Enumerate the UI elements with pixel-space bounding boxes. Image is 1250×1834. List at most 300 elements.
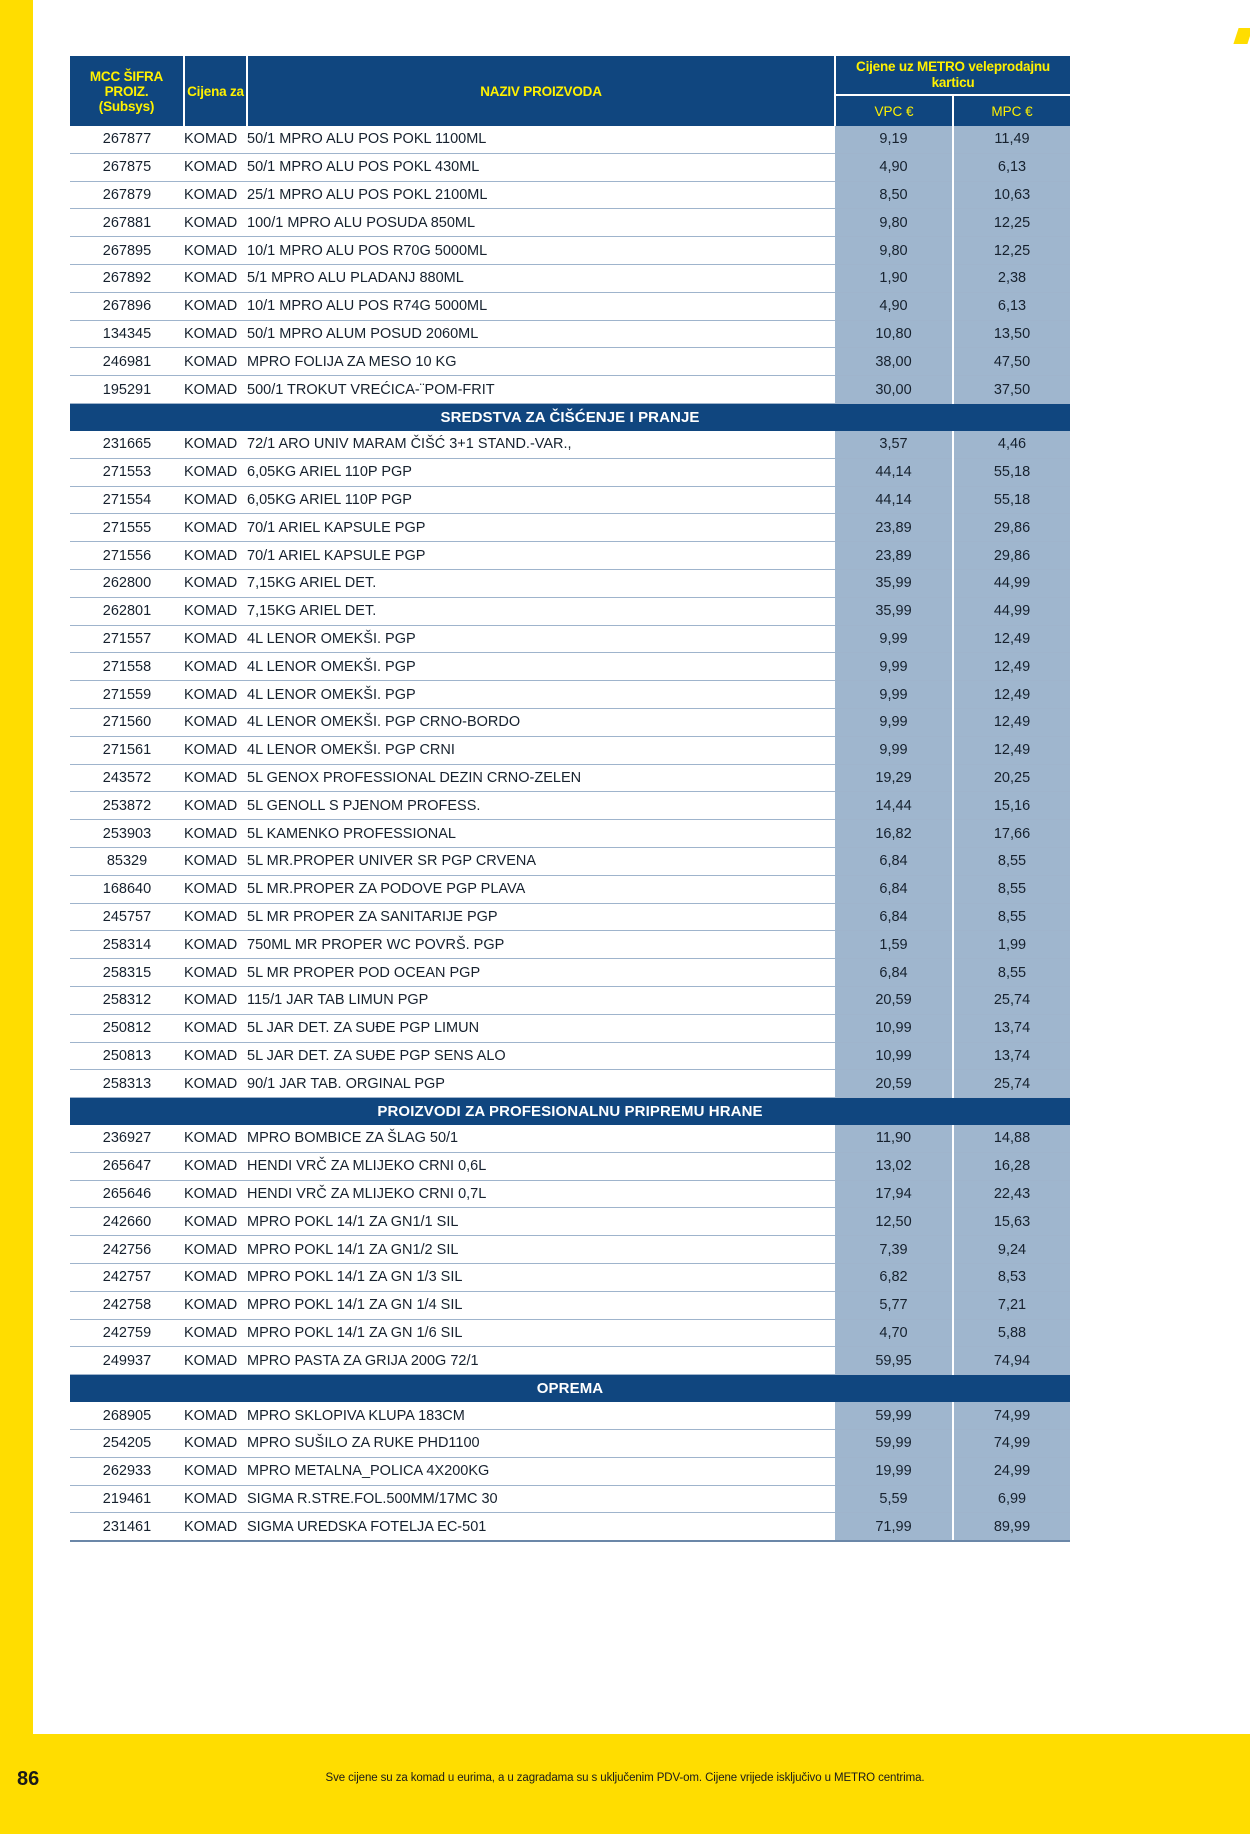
- table-row: [70, 181, 1070, 209]
- cell-vpc-price: 20,59: [835, 986, 953, 1014]
- cell-mpc-price: 9,24: [953, 1236, 1070, 1264]
- cell-product-name: 5/1 MPRO ALU PLADANJ 880ML: [247, 264, 835, 292]
- cell-product-code: 85329: [70, 847, 184, 875]
- cell-vpc-price: 44,14: [835, 458, 953, 486]
- cell-mpc-price: 29,86: [953, 542, 1070, 570]
- cell-price-unit: KOMAD: [184, 625, 247, 653]
- cell-product-code: 253903: [70, 820, 184, 848]
- cell-vpc-price: 6,82: [835, 1264, 953, 1292]
- cell-mpc-price: 8,55: [953, 959, 1070, 987]
- cell-product-code: 242759: [70, 1319, 184, 1347]
- cell-product-name: MPRO POKL 14/1 ZA GN1/1 SIL: [247, 1208, 835, 1236]
- cell-mpc-price: 47,50: [953, 348, 1070, 376]
- table-row: [70, 569, 1070, 597]
- table-row: [70, 847, 1070, 875]
- cell-vpc-price: 14,44: [835, 792, 953, 820]
- cell-vpc-price: 8,50: [835, 181, 953, 209]
- cell-product-name: 5L GENOX PROFESSIONAL DEZIN CRNO-ZELEN: [247, 764, 835, 792]
- cell-vpc-price: 4,90: [835, 153, 953, 181]
- table-row: [70, 903, 1070, 931]
- cell-product-code: 267877: [70, 126, 184, 153]
- table-row: [70, 986, 1070, 1014]
- table-row: [70, 1070, 1070, 1098]
- cell-vpc-price: 9,99: [835, 736, 953, 764]
- cell-vpc-price: 6,84: [835, 847, 953, 875]
- cell-mpc-price: 12,49: [953, 708, 1070, 736]
- cell-product-name: 4L LENOR OMEKŠI. PGP: [247, 653, 835, 681]
- cell-vpc-price: 9,99: [835, 708, 953, 736]
- cell-vpc-price: 20,59: [835, 1070, 953, 1098]
- table-row: [70, 264, 1070, 292]
- cell-vpc-price: 19,29: [835, 764, 953, 792]
- section-header-title: PROIZVODI ZA PROFESIONALNU PRIPREMU HRANE: [70, 1098, 1070, 1126]
- cell-product-code: 267879: [70, 181, 184, 209]
- section-header-title: OPREMA: [70, 1375, 1070, 1403]
- column-header-product-code-line1: MCC ŠIFRA PROIZ.: [89, 68, 164, 99]
- cell-product-name: 750ML MR PROPER WC POVRŠ. PGP: [247, 931, 835, 959]
- cell-product-name: 25/1 MPRO ALU POS POKL 2100ML: [247, 181, 835, 209]
- cell-mpc-price: 11,49: [953, 126, 1070, 153]
- cell-vpc-price: 6,84: [835, 903, 953, 931]
- cell-price-unit: KOMAD: [184, 792, 247, 820]
- cell-product-name: HENDI VRČ ZA MLIJEKO CRNI 0,6L: [247, 1152, 835, 1180]
- cell-mpc-price: 13,74: [953, 1042, 1070, 1070]
- column-header-vpc: VPC €: [835, 95, 953, 126]
- cell-product-name: 50/1 MPRO ALU POS POKL 430ML: [247, 153, 835, 181]
- cell-mpc-price: 12,49: [953, 681, 1070, 709]
- cell-vpc-price: 59,99: [835, 1402, 953, 1429]
- cell-mpc-price: 17,66: [953, 820, 1070, 848]
- cell-price-unit: KOMAD: [184, 153, 247, 181]
- cell-product-code: 271557: [70, 625, 184, 653]
- cell-price-unit: KOMAD: [184, 681, 247, 709]
- table-row: [70, 209, 1070, 237]
- cell-product-code: 262933: [70, 1457, 184, 1485]
- cell-product-name: 10/1 MPRO ALU POS R74G 5000ML: [247, 292, 835, 320]
- cell-price-unit: KOMAD: [184, 653, 247, 681]
- table-header-row-top: [70, 56, 1070, 95]
- cell-vpc-price: 13,02: [835, 1152, 953, 1180]
- cell-price-unit: KOMAD: [184, 1319, 247, 1347]
- cell-product-code: 134345: [70, 320, 184, 348]
- cell-vpc-price: 6,84: [835, 959, 953, 987]
- cell-vpc-price: 9,80: [835, 209, 953, 237]
- table-row: [70, 1485, 1070, 1513]
- cell-product-name: 4L LENOR OMEKŠI. PGP: [247, 681, 835, 709]
- cell-product-code: 262800: [70, 569, 184, 597]
- table-row: [70, 1430, 1070, 1458]
- table-row: [70, 1042, 1070, 1070]
- cell-mpc-price: 12,49: [953, 653, 1070, 681]
- cell-product-code: 254205: [70, 1430, 184, 1458]
- cell-product-code: 262801: [70, 597, 184, 625]
- cell-price-unit: KOMAD: [184, 1457, 247, 1485]
- cell-mpc-price: 74,99: [953, 1430, 1070, 1458]
- table-row: [70, 597, 1070, 625]
- cell-product-name: 5L KAMENKO PROFESSIONAL: [247, 820, 835, 848]
- column-header-product-code-line2: (Subsys): [98, 98, 155, 114]
- table-head: [70, 56, 1070, 126]
- cell-product-name: 5L JAR DET. ZA SUĐE PGP LIMUN: [247, 1014, 835, 1042]
- cell-product-code: 168640: [70, 875, 184, 903]
- catalog-page-sheet: [33, 0, 1250, 1734]
- cell-product-name: 5L JAR DET. ZA SUĐE PGP SENS ALO: [247, 1042, 835, 1070]
- cell-product-name: MPRO POKL 14/1 ZA GN1/2 SIL: [247, 1236, 835, 1264]
- cell-mpc-price: 15,63: [953, 1208, 1070, 1236]
- table-row: [70, 1208, 1070, 1236]
- cell-mpc-price: 12,49: [953, 625, 1070, 653]
- cell-product-name: 70/1 ARIEL KAPSULE PGP: [247, 542, 835, 570]
- cell-product-name: 500/1 TROKUT VREĆICA-¨POM-FRIT: [247, 376, 835, 404]
- cell-price-unit: KOMAD: [184, 1125, 247, 1152]
- cell-product-name: SIGMA R.STRE.FOL.500MM/17MC 30: [247, 1485, 835, 1513]
- cell-product-name: MPRO FOLIJA ZA MESO 10 KG: [247, 348, 835, 376]
- cell-vpc-price: 71,99: [835, 1513, 953, 1541]
- footer-disclaimer: Sve cijene su za komad u eurima, a u zagradama su s uključenim PDV-om. Cijene vrijede isključivo u METRO centrima.: [325, 1772, 925, 1784]
- cell-vpc-price: 4,90: [835, 292, 953, 320]
- cell-vpc-price: 9,99: [835, 653, 953, 681]
- cell-product-code: 245757: [70, 903, 184, 931]
- cell-mpc-price: 44,99: [953, 597, 1070, 625]
- cell-product-code: 268905: [70, 1402, 184, 1429]
- cell-price-unit: KOMAD: [184, 486, 247, 514]
- cell-mpc-price: 8,55: [953, 903, 1070, 931]
- cell-mpc-price: 15,16: [953, 792, 1070, 820]
- cell-vpc-price: 6,84: [835, 875, 953, 903]
- cell-product-code: 265647: [70, 1152, 184, 1180]
- cell-vpc-price: 10,99: [835, 1042, 953, 1070]
- cell-price-unit: KOMAD: [184, 597, 247, 625]
- cell-price-unit: KOMAD: [184, 1402, 247, 1429]
- product-price-table: [70, 56, 1070, 1542]
- cell-price-unit: KOMAD: [184, 542, 247, 570]
- cell-price-unit: KOMAD: [184, 1513, 247, 1541]
- cell-price-unit: KOMAD: [184, 903, 247, 931]
- table-row: [70, 959, 1070, 987]
- table-row: [70, 681, 1070, 709]
- cell-product-code: 271556: [70, 542, 184, 570]
- cell-product-name: 5L MR.PROPER UNIVER SR PGP CRVENA: [247, 847, 835, 875]
- cell-price-unit: KOMAD: [184, 292, 247, 320]
- cell-product-code: 271553: [70, 458, 184, 486]
- cell-mpc-price: 6,99: [953, 1485, 1070, 1513]
- column-header-mpc: MPC €: [953, 95, 1070, 126]
- cell-product-name: MPRO METALNA_POLICA 4X200KG: [247, 1457, 835, 1485]
- cell-vpc-price: 9,99: [835, 625, 953, 653]
- cell-product-code: 267895: [70, 237, 184, 265]
- section-header-row: [70, 1098, 1070, 1126]
- cell-product-code: 271561: [70, 736, 184, 764]
- section-header-row: [70, 403, 1070, 431]
- page-footer: [0, 1734, 1250, 1834]
- cell-price-unit: KOMAD: [184, 1485, 247, 1513]
- cell-product-name: 115/1 JAR TAB LIMUN PGP: [247, 986, 835, 1014]
- cell-price-unit: KOMAD: [184, 959, 247, 987]
- table-row: [70, 292, 1070, 320]
- cell-price-unit: KOMAD: [184, 264, 247, 292]
- table-row: [70, 126, 1070, 153]
- column-header-product-code: [70, 56, 184, 126]
- cell-price-unit: KOMAD: [184, 1291, 247, 1319]
- cell-price-unit: KOMAD: [184, 126, 247, 153]
- table-row: [70, 431, 1070, 458]
- cell-product-name: 5L MR.PROPER ZA PODOVE PGP PLAVA: [247, 875, 835, 903]
- cell-vpc-price: 12,50: [835, 1208, 953, 1236]
- cell-mpc-price: 20,25: [953, 764, 1070, 792]
- cell-price-unit: KOMAD: [184, 181, 247, 209]
- cell-price-unit: KOMAD: [184, 1042, 247, 1070]
- table-row: [70, 458, 1070, 486]
- table-row: [70, 708, 1070, 736]
- cell-mpc-price: 8,55: [953, 847, 1070, 875]
- cell-product-name: MPRO PASTA ZA GRIJA 200G 72/1: [247, 1347, 835, 1375]
- cell-product-name: HENDI VRČ ZA MLIJEKO CRNI 0,7L: [247, 1180, 835, 1208]
- cell-product-name: 4L LENOR OMEKŠI. PGP CRNI: [247, 736, 835, 764]
- cell-price-unit: KOMAD: [184, 736, 247, 764]
- table-row: [70, 875, 1070, 903]
- cell-product-name: MPRO SKLOPIVA KLUPA 183CM: [247, 1402, 835, 1429]
- cell-vpc-price: 59,99: [835, 1430, 953, 1458]
- cell-vpc-price: 5,59: [835, 1485, 953, 1513]
- cell-vpc-price: 11,90: [835, 1125, 953, 1152]
- cell-vpc-price: 17,94: [835, 1180, 953, 1208]
- cell-mpc-price: 24,99: [953, 1457, 1070, 1485]
- cell-mpc-price: 10,63: [953, 181, 1070, 209]
- cell-product-name: MPRO BOMBICE ZA ŠLAG 50/1: [247, 1125, 835, 1152]
- table-row: [70, 625, 1070, 653]
- cell-vpc-price: 9,80: [835, 237, 953, 265]
- cell-price-unit: KOMAD: [184, 1208, 247, 1236]
- table-row: [70, 1402, 1070, 1429]
- cell-price-unit: KOMAD: [184, 1430, 247, 1458]
- cell-product-name: 10/1 MPRO ALU POS R70G 5000ML: [247, 237, 835, 265]
- cell-mpc-price: 5,88: [953, 1319, 1070, 1347]
- table-row: [70, 1264, 1070, 1292]
- cell-product-code: 267881: [70, 209, 184, 237]
- cell-price-unit: KOMAD: [184, 1347, 247, 1375]
- cell-mpc-price: 8,53: [953, 1264, 1070, 1292]
- table-row: [70, 764, 1070, 792]
- cell-product-code: 258315: [70, 959, 184, 987]
- cell-mpc-price: 6,13: [953, 292, 1070, 320]
- cell-mpc-price: 74,99: [953, 1402, 1070, 1429]
- cell-mpc-price: 55,18: [953, 486, 1070, 514]
- cell-mpc-price: 1,99: [953, 931, 1070, 959]
- cell-product-name: 50/1 MPRO ALU POS POKL 1100ML: [247, 126, 835, 153]
- cell-price-unit: KOMAD: [184, 764, 247, 792]
- cell-product-code: 249937: [70, 1347, 184, 1375]
- cell-product-code: 246981: [70, 348, 184, 376]
- cell-product-code: 258313: [70, 1070, 184, 1098]
- cell-product-code: 271559: [70, 681, 184, 709]
- cell-product-code: 242660: [70, 1208, 184, 1236]
- table-row: [70, 320, 1070, 348]
- cell-vpc-price: 10,99: [835, 1014, 953, 1042]
- table-row: [70, 1180, 1070, 1208]
- cell-price-unit: KOMAD: [184, 431, 247, 458]
- cell-product-name: 50/1 MPRO ALUM POSUD 2060ML: [247, 320, 835, 348]
- cell-vpc-price: 35,99: [835, 597, 953, 625]
- cell-price-unit: KOMAD: [184, 820, 247, 848]
- cell-product-name: 6,05KG ARIEL 110P PGP: [247, 458, 835, 486]
- cell-mpc-price: 12,25: [953, 209, 1070, 237]
- cell-price-unit: KOMAD: [184, 1180, 247, 1208]
- cell-mpc-price: 44,99: [953, 569, 1070, 597]
- cell-vpc-price: 44,14: [835, 486, 953, 514]
- cell-product-code: 231665: [70, 431, 184, 458]
- cell-price-unit: KOMAD: [184, 708, 247, 736]
- cell-price-unit: KOMAD: [184, 458, 247, 486]
- cell-product-code: 253872: [70, 792, 184, 820]
- cell-product-name: 7,15KG ARIEL DET.: [247, 597, 835, 625]
- cell-vpc-price: 9,99: [835, 681, 953, 709]
- cell-product-name: MPRO POKL 14/1 ZA GN 1/3 SIL: [247, 1264, 835, 1292]
- cell-price-unit: KOMAD: [184, 376, 247, 404]
- cell-mpc-price: 12,49: [953, 736, 1070, 764]
- cell-product-name: 5L MR PROPER POD OCEAN PGP: [247, 959, 835, 987]
- cell-mpc-price: 8,55: [953, 875, 1070, 903]
- section-header-title: SREDSTVA ZA ČIŠĆENJE I PRANJE: [70, 403, 1070, 431]
- cell-price-unit: KOMAD: [184, 847, 247, 875]
- cell-mpc-price: 16,28: [953, 1152, 1070, 1180]
- table-row: [70, 820, 1070, 848]
- cell-vpc-price: 35,99: [835, 569, 953, 597]
- cell-mpc-price: 7,21: [953, 1291, 1070, 1319]
- cell-price-unit: KOMAD: [184, 514, 247, 542]
- table-row: [70, 237, 1070, 265]
- cell-product-code: 250813: [70, 1042, 184, 1070]
- table-row: [70, 514, 1070, 542]
- cell-product-code: 267875: [70, 153, 184, 181]
- cell-product-code: 267892: [70, 264, 184, 292]
- table-row: [70, 1319, 1070, 1347]
- cell-product-code: 243572: [70, 764, 184, 792]
- cell-product-code: 271560: [70, 708, 184, 736]
- cell-vpc-price: 1,90: [835, 264, 953, 292]
- cell-product-code: 258312: [70, 986, 184, 1014]
- cell-vpc-price: 23,89: [835, 514, 953, 542]
- cell-mpc-price: 29,86: [953, 514, 1070, 542]
- cell-vpc-price: 10,80: [835, 320, 953, 348]
- column-header-metro-card-group: Cijene uz METRO veleprodajnu karticu: [835, 56, 1070, 95]
- table-row: [70, 653, 1070, 681]
- cell-product-name: 5L MR PROPER ZA SANITARIJE PGP: [247, 903, 835, 931]
- cell-price-unit: KOMAD: [184, 348, 247, 376]
- table-row: [70, 1014, 1070, 1042]
- cell-product-code: 265646: [70, 1180, 184, 1208]
- cell-vpc-price: 5,77: [835, 1291, 953, 1319]
- table-row: [70, 1236, 1070, 1264]
- cell-price-unit: KOMAD: [184, 1152, 247, 1180]
- table-row: [70, 1152, 1070, 1180]
- cell-vpc-price: 59,95: [835, 1347, 953, 1375]
- cell-mpc-price: 37,50: [953, 376, 1070, 404]
- cell-price-unit: KOMAD: [184, 931, 247, 959]
- cell-product-code: 236927: [70, 1125, 184, 1152]
- cell-price-unit: KOMAD: [184, 1236, 247, 1264]
- cell-product-code: 219461: [70, 1485, 184, 1513]
- corner-notch-decoration: [1233, 28, 1250, 44]
- table-row: [70, 792, 1070, 820]
- column-header-price-unit: Cijena za: [184, 56, 247, 126]
- cell-vpc-price: 23,89: [835, 542, 953, 570]
- cell-product-name: 7,15KG ARIEL DET.: [247, 569, 835, 597]
- table-row: [70, 153, 1070, 181]
- cell-price-unit: KOMAD: [184, 209, 247, 237]
- cell-product-name: 70/1 ARIEL KAPSULE PGP: [247, 514, 835, 542]
- cell-product-name: 100/1 MPRO ALU POSUDA 850ML: [247, 209, 835, 237]
- table-row: [70, 1347, 1070, 1375]
- table-row: [70, 376, 1070, 404]
- table-row: [70, 1125, 1070, 1152]
- cell-vpc-price: 9,19: [835, 126, 953, 153]
- table-row: [70, 348, 1070, 376]
- table-row: [70, 542, 1070, 570]
- cell-vpc-price: 4,70: [835, 1319, 953, 1347]
- cell-product-name: SIGMA UREDSKA FOTELJA EC-501: [247, 1513, 835, 1541]
- cell-mpc-price: 13,74: [953, 1014, 1070, 1042]
- cell-product-code: 242756: [70, 1236, 184, 1264]
- cell-product-code: 271555: [70, 514, 184, 542]
- table-row: [70, 486, 1070, 514]
- cell-mpc-price: 25,74: [953, 1070, 1070, 1098]
- cell-product-name: 90/1 JAR TAB. ORGINAL PGP: [247, 1070, 835, 1098]
- cell-vpc-price: 16,82: [835, 820, 953, 848]
- cell-mpc-price: 6,13: [953, 153, 1070, 181]
- cell-price-unit: KOMAD: [184, 320, 247, 348]
- cell-mpc-price: 4,46: [953, 431, 1070, 458]
- cell-price-unit: KOMAD: [184, 1014, 247, 1042]
- cell-product-code: 271558: [70, 653, 184, 681]
- cell-price-unit: KOMAD: [184, 986, 247, 1014]
- table-row: [70, 736, 1070, 764]
- cell-product-code: 195291: [70, 376, 184, 404]
- cell-product-name: 4L LENOR OMEKŠI. PGP CRNO-BORDO: [247, 708, 835, 736]
- column-header-product-name: NAZIV PROIZVODA: [247, 56, 835, 126]
- cell-vpc-price: 19,99: [835, 1457, 953, 1485]
- page-number: 86: [17, 1768, 40, 1790]
- cell-vpc-price: 38,00: [835, 348, 953, 376]
- cell-mpc-price: 89,99: [953, 1513, 1070, 1541]
- cell-product-name: MPRO POKL 14/1 ZA GN 1/6 SIL: [247, 1319, 835, 1347]
- table-body: [70, 126, 1070, 1541]
- cell-product-name: 72/1 ARO UNIV MARAM ČIŠĆ 3+1 STAND.-VAR.,: [247, 431, 835, 458]
- cell-product-code: 271554: [70, 486, 184, 514]
- cell-mpc-price: 22,43: [953, 1180, 1070, 1208]
- cell-mpc-price: 2,38: [953, 264, 1070, 292]
- cell-mpc-price: 25,74: [953, 986, 1070, 1014]
- cell-vpc-price: 30,00: [835, 376, 953, 404]
- cell-vpc-price: 7,39: [835, 1236, 953, 1264]
- cell-mpc-price: 55,18: [953, 458, 1070, 486]
- cell-product-code: 250812: [70, 1014, 184, 1042]
- cell-product-code: 258314: [70, 931, 184, 959]
- cell-product-code: 231461: [70, 1513, 184, 1541]
- cell-mpc-price: 74,94: [953, 1347, 1070, 1375]
- cell-price-unit: KOMAD: [184, 1264, 247, 1292]
- cell-product-name: MPRO POKL 14/1 ZA GN 1/4 SIL: [247, 1291, 835, 1319]
- cell-price-unit: KOMAD: [184, 875, 247, 903]
- cell-product-name: MPRO SUŠILO ZA RUKE PHD1100: [247, 1430, 835, 1458]
- cell-mpc-price: 13,50: [953, 320, 1070, 348]
- cell-product-name: 4L LENOR OMEKŠI. PGP: [247, 625, 835, 653]
- cell-price-unit: KOMAD: [184, 569, 247, 597]
- table-row: [70, 931, 1070, 959]
- price-table-container: [70, 56, 1070, 1542]
- cell-product-code: 242757: [70, 1264, 184, 1292]
- cell-vpc-price: 1,59: [835, 931, 953, 959]
- cell-price-unit: KOMAD: [184, 237, 247, 265]
